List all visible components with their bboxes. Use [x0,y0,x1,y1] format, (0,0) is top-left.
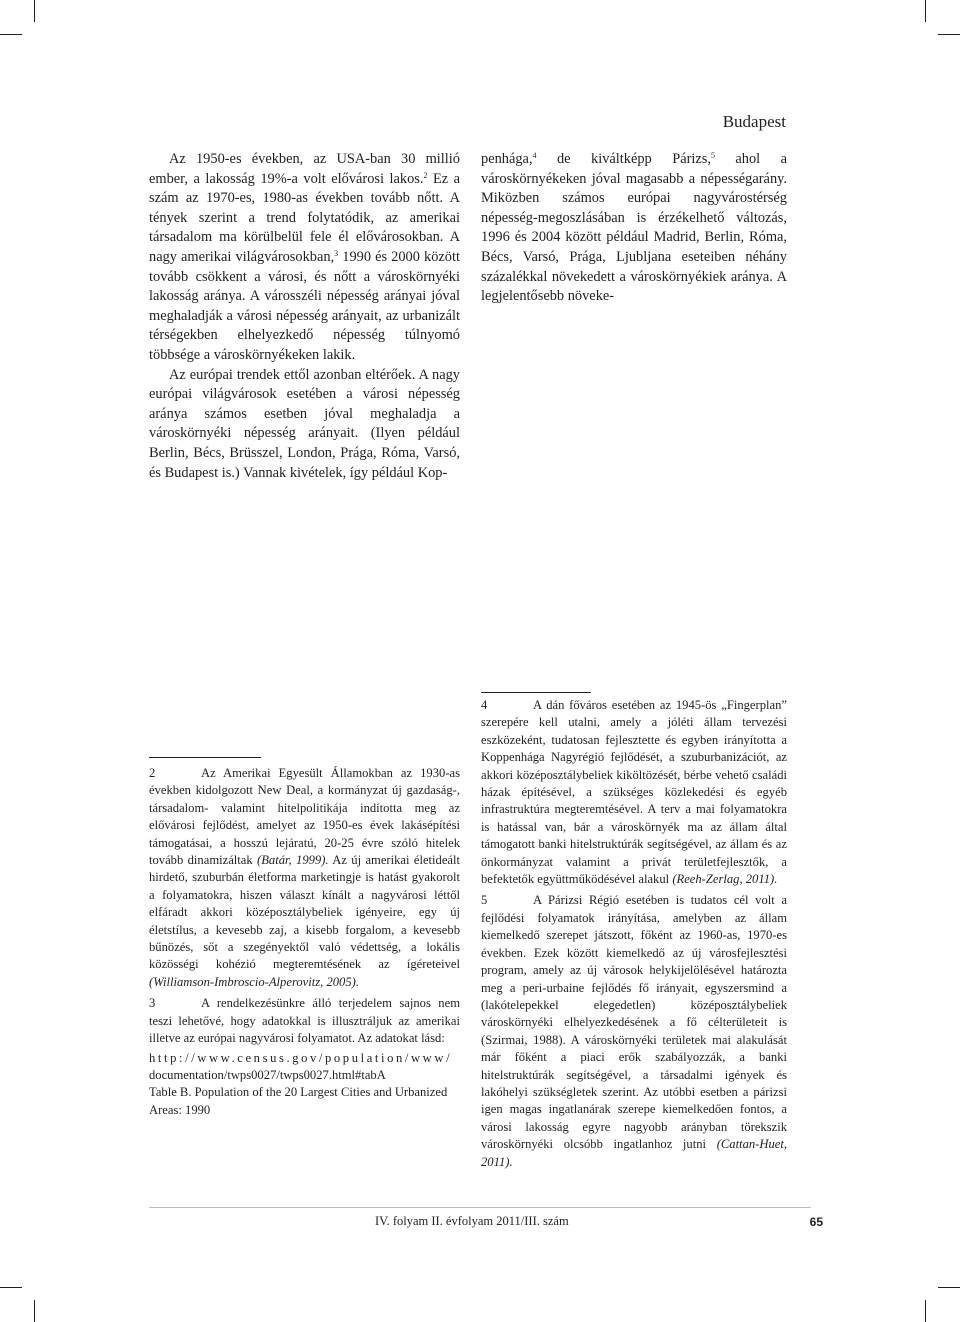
footnote-text: A rendelkezésünkre álló terjedelem sajnos nem teszi lehetővé, hogy adatokkal is illusztráljuk az amerikai illetve az európai nagyvárosi folyamatot. Az adatokat lásd: [149,996,460,1046]
crop-mark [925,0,926,22]
footnote-number: 4 [481,698,488,712]
citation: (Reeh-Zerlag, 2011). [672,872,778,887]
body-paragraph [149,150,460,366]
footer-issue: IV. folyam II. évfolyam 2011/III. szám [375,1214,569,1228]
footnotes-left [149,765,460,1119]
body-text: de kiváltképp Párizs, [536,151,711,167]
footnote-ref[interactable]: 2 [423,170,428,180]
footnote-text: Az új amerikai életideált hirdető, szuburbán életforma marketingje is hatást gyakorolt a folyamatokra, hiszen választ kínált a nagyvárosi léttől elfáradt akkori középosztálybeliek igényeire, egy új életstílus, a kevesebb zaj, a kisebb forgalom, a kevesebb bűnözés, sőt a szegényektől való védettség, a lokális közösségi kohézió megteremtésének az ígéreteivel [149,853,461,972]
body-column-right [481,150,787,307]
crop-mark [0,1287,22,1288]
footnotes-right [481,697,787,1173]
footnote-text: Az Amerikai Egyesült Államokban az 1930-as években kidolgozott New Deal, a kormányzat új gazdaság-, társadalom- valamint hitelpolitikája indította meg az elővárosi fejlődést, amelyet az 1950-es évek lakásépítési támogatásai, a hosszú lejáratú, 20-25 évre szóló hitelek tovább dinamizáltak [149,766,460,868]
footnote [149,765,460,991]
footnote-text: A dán főváros esetében az 1945-ös „Fingerplan” szerepére kell utalni, amely a jóléti állam tervezési eszközeként, tudatosan fejlesztette és egyben irányította a Koppenhága Nagyrégió fejlődését, a szuburbanizációt, az akkori középosztálybeliek kiköltözését, bérbe vehető családi házak építésével, a szükséges közlekedési és egyéb infrastruktúra megteremtésével. A terv a mai folyamatokra is hatással van, bár a városkörnyék ma az állam által támogatott banki hitelstruktúrák segítségével, az állam és az önkormányzat valamint a privát területfejlesztők, a befektetők együttműködésével alakul [481,698,787,887]
table-reference: Table B. Population of the 20 Largest Cities and Urbanized Areas: 1990 [149,1085,448,1117]
footnote-text: A Párizsi Régió esetében is tudatos cél volt a fejlődési folyamatok irányítása, amelyben az állam kiemelkedő szerepet játszott, főként az 1960-as, 1970-es években. Ezek között kiemelkedő az új városfejlesztési program, amely az új városok helykijelölésével határozta meg a peri-urbaine fejlődés fő irányait, egyszersmind a (lakótelepekkel elegedetlen) középosztálybeliek városkörnyéki elhelyezkedésének a fő célterületeit is (Szirmai, 1988). A városkörnyéki területek mai alakulását már főként a piaci erők szabályozzák, a banki hitelstruktúrák segítségével, a társadalmi igények és lakóhelyi szükségletek szerint. Az utóbbi esetben a párizsi igen magas ingatlanárak szerepe kiemelkedően fontos, a városi lakosság egyre nagyobb arányban törekszik városkörnyéki olcsóbb ingatlanhoz jutni [481,893,787,1152]
body-text: Az európai trendek ettől azonban eltérőek. A nagy európai világvárosok esetében a városi népesség aránya számos esetben jóval meghaladja a városkörnyéki népesség arányait. (Ilyen például Berlin, Bécs, Brüsszel, London, Prága, Róma, Varsó, és Budapest is.) Vannak kivételek, így például Kop- [149,366,460,481]
footnote-ref[interactable]: 4 [532,151,537,160]
footnote-number: 3 [149,996,156,1011]
crop-mark [938,34,960,35]
body-column-left [149,150,460,483]
body-text: Az 1950-es években, az USA-ban 30 millió ember, a lakosság 19%-a volt elővárosi lakos. [149,151,460,187]
url-link[interactable]: http://www.census.gov/population/www/ [149,1050,453,1065]
crop-mark [0,34,22,35]
footnote-rule [149,757,261,758]
body-text: penhága, [481,151,533,167]
body-paragraph [149,366,460,484]
page-number: 65 [809,1215,823,1229]
crop-mark [34,0,35,22]
running-header: Budapest [722,112,786,131]
footnote-ref[interactable]: 5 [710,151,715,160]
footnote-number: 5 [481,893,488,908]
footnote-rule [481,692,591,693]
crop-mark [925,1300,926,1322]
footnote [149,995,460,1047]
footnote [481,697,787,888]
citation: (Batár, 1999). [257,853,329,868]
body-text: ahol a városkörnyékeken jóval magasabb a népességarány. Miközben számos európai nagyvárostérség népesség-megoszlásában is érzékelhető változás, 1996 és 2004 között például Madrid, Berlin, Róma, Bécs, Varsó, Prága, Ljubljana eseteiben néhány százalékkal növekedett a városkörnyékiek aránya. A legjelentősebb növeke- [481,151,788,305]
footnote [481,892,787,1171]
footer-rule [149,1207,811,1208]
footnote-number: 2 [149,766,156,780]
body-paragraph [481,150,787,307]
body-text: 1990 és 2000 között tovább csökkent a városi, és nőtt a városkörnyéki lakosság aránya. A városszéli népesség arányai jóval meghaladják a városi népesség arányait, az urbanizált térségekben elhelyezkedő népesség túlnyomó többsége a városkörnyékeken lakik. [149,248,460,363]
citation: (Williamson-Imbroscio-Alperovitz, 2005). [149,974,359,989]
footnote-ref[interactable]: 3 [334,248,339,258]
citation: (Cattan-Huet, 2011). [481,1137,787,1169]
body-text: Ez a szám az 1970-es, 1980-as években tovább nőtt. A tények szerint a trend folytatódik, az amerikai társadalom ma körülbelül fele él elővárosokban. A nagy amerikai világvárosokban, [149,170,460,265]
crop-mark [34,1300,35,1322]
crop-mark [938,1287,960,1288]
url-link[interactable]: documentation/twps0027/twps0027.html#tabA [149,1067,386,1082]
